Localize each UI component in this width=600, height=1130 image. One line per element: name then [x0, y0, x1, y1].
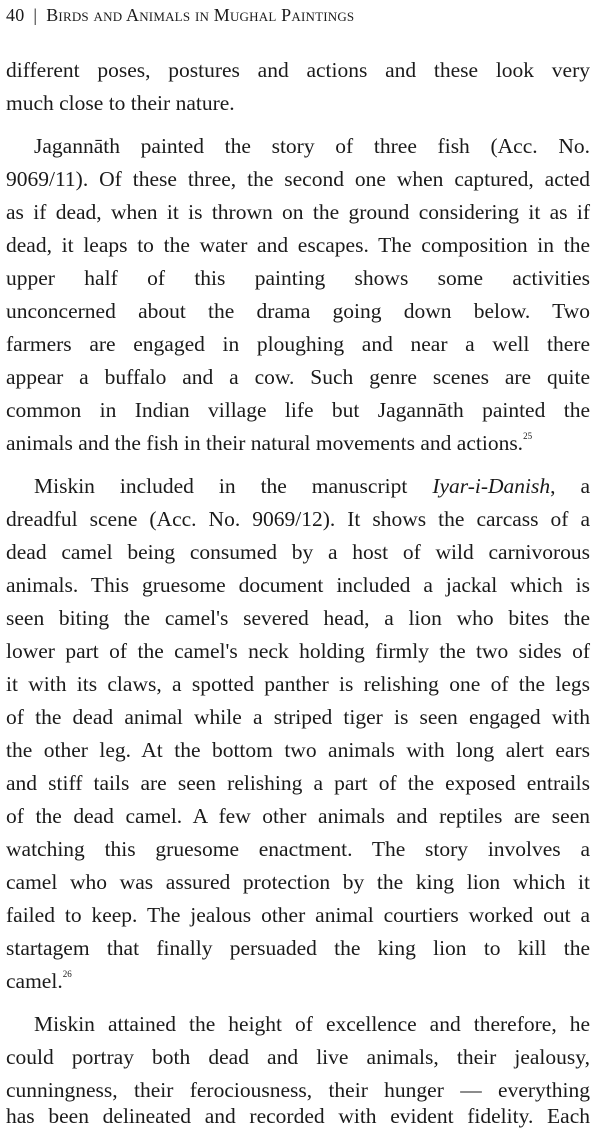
running-title: Birds and Animals in Mughal Paintings	[46, 5, 355, 25]
text-line: dreadful scene (Acc. No. 9069/12). It shows the carcass of a	[6, 507, 590, 531]
text-line: it with its claws, a spotted panther is relishing one of the legs	[6, 672, 590, 696]
text-line: lower part of the camel's neck holding firmly the two sides of	[6, 639, 590, 663]
text-line: failed to keep. The jealous other animal courtiers worked out a	[6, 903, 590, 927]
text-line: 9069/11). Of these three, the second one when captured, acted	[6, 167, 590, 191]
text-line: common in Indian village life but Jagannāth painted the	[6, 398, 590, 422]
text-line: as if dead, when it is thrown on the ground considering it as if	[6, 200, 590, 224]
footnote-ref-26[interactable]: 26	[62, 969, 72, 979]
running-header	[6, 5, 354, 26]
text-line: animals. This gruesome document included a jackal which is	[6, 573, 590, 597]
text-line: much close to their nature.	[6, 91, 235, 115]
text-line: has been delineated and recorded with evident fidelity. Each	[6, 1104, 590, 1128]
text-line: dead, it leaps to the water and escapes. The composition in the	[6, 233, 590, 257]
header-separator: |	[33, 5, 38, 25]
manuscript-title: Iyar-i-Danish	[432, 474, 551, 498]
text-line: and stiff tails are seen relishing a part of the exposed entrails	[6, 771, 590, 795]
text-line: watching this gruesome enactment. The story involves a	[6, 837, 590, 861]
text-line: Miskin attained the height of excellence and therefore, he	[34, 1012, 590, 1036]
text-line: could portray both dead and live animals, their jealousy,	[6, 1045, 590, 1069]
text-line: startagem that finally persuaded the king lion to kill the	[6, 936, 590, 960]
footnote-ref-25[interactable]: 25	[523, 431, 533, 441]
text-line: upper half of this painting shows some activities	[6, 266, 590, 290]
line-text: Miskin included in the manuscript	[34, 474, 408, 498]
text-line: of the dead camel. A few other animals and reptiles are seen	[6, 804, 590, 828]
text-line: cunningness, their ferociousness, their hunger — everything	[6, 1078, 590, 1102]
text-line	[34, 472, 590, 500]
text-line	[6, 967, 590, 995]
text-line	[6, 429, 590, 457]
text-line: different poses, postures and actions and these look very	[6, 58, 590, 82]
text-line: appear a buffalo and a cow. Such genre scenes are quite	[6, 365, 590, 389]
text-line: seen biting the camel's severed head, a lion who bites the	[6, 606, 590, 630]
text-line: the other leg. At the bottom two animals with long alert ears	[6, 738, 590, 762]
line-text: animals and the fish in their natural movements and actions.	[6, 431, 524, 455]
line-text: camel.	[6, 969, 63, 993]
text-line: of the dead animal while a striped tiger is seen engaged with	[6, 705, 590, 729]
text-line: farmers are engaged in ploughing and near a well there	[6, 332, 590, 356]
text-line: Jagannāth painted the story of three fish (Acc. No.	[34, 134, 590, 158]
text-line: unconcerned about the drama going down below. Two	[6, 299, 590, 323]
page-number: 40	[6, 5, 25, 25]
line-text-tail: , a	[550, 474, 591, 498]
text-line: camel who was assured protection by the king lion which it	[6, 870, 590, 894]
text-line: dead camel being consumed by a host of wild carnivorous	[6, 540, 590, 564]
